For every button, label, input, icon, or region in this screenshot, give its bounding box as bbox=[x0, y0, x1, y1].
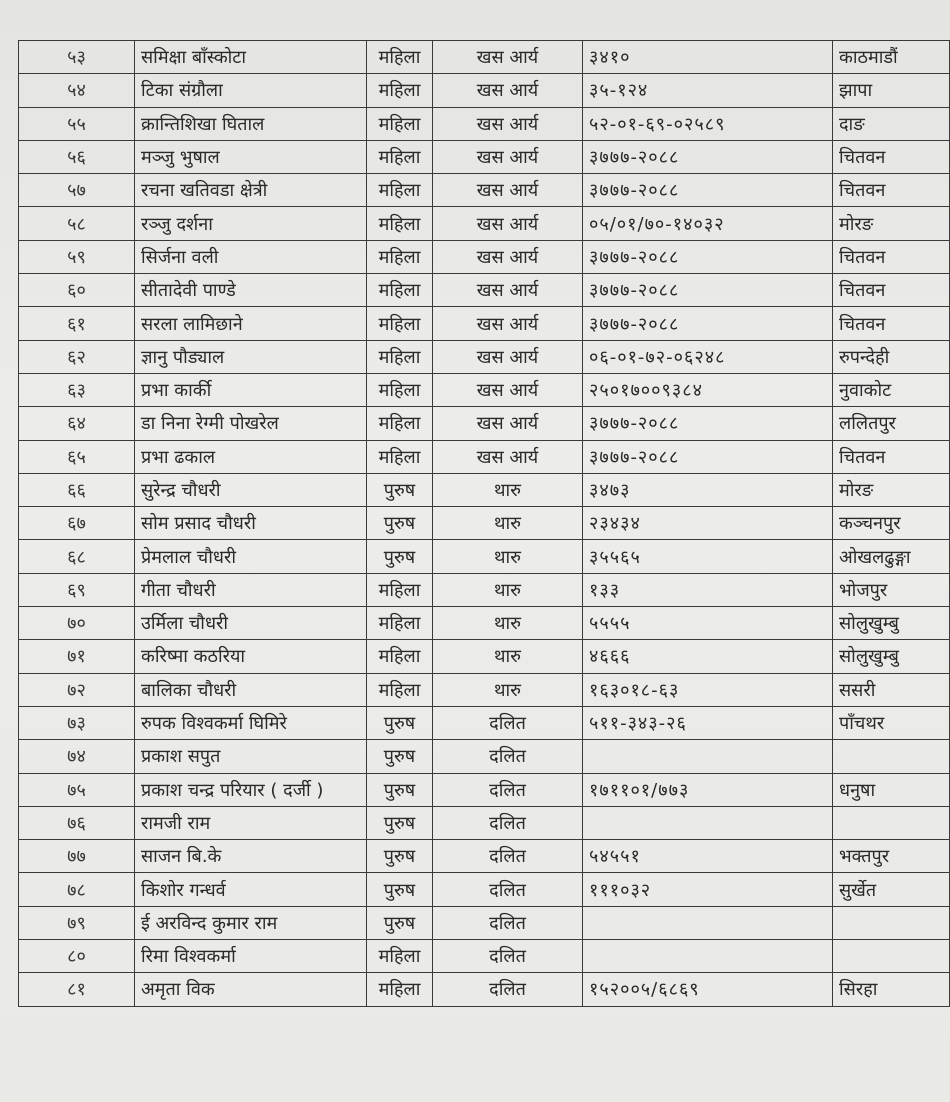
gender-cell: पुरुष bbox=[367, 507, 433, 540]
district-cell: मोरङ bbox=[833, 473, 950, 506]
table-row bbox=[19, 340, 950, 373]
member-name-cell: मञ्जु भुषाल bbox=[135, 140, 367, 173]
caste-group-cell: दलित bbox=[433, 940, 583, 973]
serial-number-cell: ८० bbox=[19, 940, 135, 973]
serial-number-cell: ७४ bbox=[19, 740, 135, 773]
member-name-cell: अमृता विक bbox=[135, 973, 367, 1006]
member-name-cell: प्रेमलाल चौधरी bbox=[135, 540, 367, 573]
district-cell: मोरङ bbox=[833, 207, 950, 240]
serial-number-cell: ६४ bbox=[19, 407, 135, 440]
gender-cell: महिला bbox=[367, 573, 433, 606]
member-name-cell: प्रकाश सपुत bbox=[135, 740, 367, 773]
district-cell: भोजपुर bbox=[833, 573, 950, 606]
certificate-number-cell: १५२००५/६८६९ bbox=[583, 973, 833, 1006]
member-name-cell: टिका संग्रौला bbox=[135, 74, 367, 107]
gender-cell: महिला bbox=[367, 607, 433, 640]
certificate-number-cell bbox=[583, 906, 833, 939]
caste-group-cell: खस आर्य bbox=[433, 107, 583, 140]
certificate-number-cell bbox=[583, 940, 833, 973]
gender-cell: पुरुष bbox=[367, 906, 433, 939]
serial-number-cell: ५३ bbox=[19, 41, 135, 74]
caste-group-cell: दलित bbox=[433, 706, 583, 739]
gender-cell: महिला bbox=[367, 74, 433, 107]
gender-cell: महिला bbox=[367, 373, 433, 406]
table-row bbox=[19, 973, 950, 1006]
serial-number-cell: ७६ bbox=[19, 806, 135, 839]
table-row bbox=[19, 706, 950, 739]
serial-number-cell: ७८ bbox=[19, 873, 135, 906]
certificate-number-cell: ३७७७-२०८८ bbox=[583, 140, 833, 173]
caste-group-cell: दलित bbox=[433, 740, 583, 773]
certificate-number-cell: ३७७७-२०८८ bbox=[583, 274, 833, 307]
member-name-cell: रुपक विश्वकर्मा घिमिरे bbox=[135, 706, 367, 739]
certificate-number-cell: ३७७७-२०८८ bbox=[583, 240, 833, 273]
certificate-number-cell: १७११०१/७७३ bbox=[583, 773, 833, 806]
district-cell: ससरी bbox=[833, 673, 950, 706]
district-cell: रुपन्देही bbox=[833, 340, 950, 373]
serial-number-cell: ६५ bbox=[19, 440, 135, 473]
gender-cell: महिला bbox=[367, 274, 433, 307]
caste-group-cell: खस आर्य bbox=[433, 207, 583, 240]
certificate-number-cell: ३५५६५ bbox=[583, 540, 833, 573]
member-name-cell: समिक्षा बाँस्कोटा bbox=[135, 41, 367, 74]
district-cell: दाङ bbox=[833, 107, 950, 140]
certificate-number-cell: ४६६६ bbox=[583, 640, 833, 673]
member-name-cell: गीता चौधरी bbox=[135, 573, 367, 606]
table-row bbox=[19, 307, 950, 340]
caste-group-cell: थारु bbox=[433, 573, 583, 606]
member-name-cell: सोम प्रसाद चौधरी bbox=[135, 507, 367, 540]
table-row bbox=[19, 107, 950, 140]
district-cell: चितवन bbox=[833, 307, 950, 340]
gender-cell: पुरुष bbox=[367, 740, 433, 773]
certificate-number-cell: ३४७३ bbox=[583, 473, 833, 506]
gender-cell: पुरुष bbox=[367, 706, 433, 739]
serial-number-cell: ६२ bbox=[19, 340, 135, 373]
serial-number-cell: ७० bbox=[19, 607, 135, 640]
district-cell: चितवन bbox=[833, 140, 950, 173]
member-name-cell: उर्मिला चौधरी bbox=[135, 607, 367, 640]
district-cell: धनुषा bbox=[833, 773, 950, 806]
caste-group-cell: खस आर्य bbox=[433, 140, 583, 173]
member-table bbox=[18, 40, 950, 1007]
gender-cell: महिला bbox=[367, 440, 433, 473]
table-row bbox=[19, 41, 950, 74]
caste-group-cell: थारु bbox=[433, 673, 583, 706]
district-cell: सिरहा bbox=[833, 973, 950, 1006]
gender-cell: महिला bbox=[367, 240, 433, 273]
caste-group-cell: थारु bbox=[433, 540, 583, 573]
gender-cell: महिला bbox=[367, 207, 433, 240]
district-cell: चितवन bbox=[833, 440, 950, 473]
member-name-cell: बालिका चौधरी bbox=[135, 673, 367, 706]
district-cell: काठमाडौं bbox=[833, 41, 950, 74]
gender-cell: पुरुष bbox=[367, 473, 433, 506]
serial-number-cell: ५५ bbox=[19, 107, 135, 140]
member-name-cell: सिर्जना वली bbox=[135, 240, 367, 273]
caste-group-cell: थारु bbox=[433, 473, 583, 506]
district-cell bbox=[833, 906, 950, 939]
serial-number-cell: ७९ bbox=[19, 906, 135, 939]
table-row bbox=[19, 873, 950, 906]
certificate-number-cell: १११०३२ bbox=[583, 873, 833, 906]
certificate-number-cell: ३७७७-२०८८ bbox=[583, 407, 833, 440]
district-cell: ओखलढुङ्गा bbox=[833, 540, 950, 573]
certificate-number-cell: २५०१७००९३८४ bbox=[583, 373, 833, 406]
certificate-number-cell: ३७७७-२०८८ bbox=[583, 174, 833, 207]
serial-number-cell: ५९ bbox=[19, 240, 135, 273]
caste-group-cell: थारु bbox=[433, 607, 583, 640]
member-name-cell: किशोर गन्धर्व bbox=[135, 873, 367, 906]
serial-number-cell: ७२ bbox=[19, 673, 135, 706]
serial-number-cell: ७७ bbox=[19, 840, 135, 873]
gender-cell: महिला bbox=[367, 673, 433, 706]
table-row bbox=[19, 473, 950, 506]
caste-group-cell: खस आर्य bbox=[433, 41, 583, 74]
serial-number-cell: ७३ bbox=[19, 706, 135, 739]
district-cell: कञ्चनपुर bbox=[833, 507, 950, 540]
table-row bbox=[19, 540, 950, 573]
caste-group-cell: खस आर्य bbox=[433, 407, 583, 440]
table-row bbox=[19, 174, 950, 207]
district-cell: ललितपुर bbox=[833, 407, 950, 440]
district-cell: चितवन bbox=[833, 274, 950, 307]
member-name-cell: ज्ञानु पौड्याल bbox=[135, 340, 367, 373]
district-cell: पाँचथर bbox=[833, 706, 950, 739]
serial-number-cell: ५८ bbox=[19, 207, 135, 240]
district-cell: झापा bbox=[833, 74, 950, 107]
caste-group-cell: खस आर्य bbox=[433, 274, 583, 307]
gender-cell: पुरुष bbox=[367, 806, 433, 839]
gender-cell: पुरुष bbox=[367, 773, 433, 806]
caste-group-cell: खस आर्य bbox=[433, 74, 583, 107]
certificate-number-cell: १६३०१८-६३ bbox=[583, 673, 833, 706]
certificate-number-cell: ५४५५१ bbox=[583, 840, 833, 873]
table-body bbox=[19, 41, 950, 1007]
member-name-cell: सीतादेवी पाण्डे bbox=[135, 274, 367, 307]
table-row bbox=[19, 207, 950, 240]
member-name-cell: प्रकाश चन्द्र परियार ( दर्जी ) bbox=[135, 773, 367, 806]
caste-group-cell: खस आर्य bbox=[433, 240, 583, 273]
district-cell bbox=[833, 806, 950, 839]
serial-number-cell: ६६ bbox=[19, 473, 135, 506]
caste-group-cell: दलित bbox=[433, 906, 583, 939]
caste-group-cell: दलित bbox=[433, 840, 583, 873]
gender-cell: महिला bbox=[367, 973, 433, 1006]
table-row bbox=[19, 240, 950, 273]
certificate-number-cell: ३७७७-२०८८ bbox=[583, 440, 833, 473]
gender-cell: महिला bbox=[367, 107, 433, 140]
gender-cell: महिला bbox=[367, 407, 433, 440]
member-name-cell: रिमा विश्वकर्मा bbox=[135, 940, 367, 973]
certificate-number-cell: ५२-०१-६९-०२५८९ bbox=[583, 107, 833, 140]
table-row bbox=[19, 440, 950, 473]
table-row bbox=[19, 806, 950, 839]
certificate-number-cell: ५११-३४३-२६ bbox=[583, 706, 833, 739]
district-cell: सोलुखुम्बु bbox=[833, 640, 950, 673]
member-name-cell: सुरेन्द्र चौधरी bbox=[135, 473, 367, 506]
caste-group-cell: दलित bbox=[433, 873, 583, 906]
district-cell: चितवन bbox=[833, 174, 950, 207]
member-name-cell: प्रभा ढकाल bbox=[135, 440, 367, 473]
caste-group-cell: खस आर्य bbox=[433, 174, 583, 207]
table-row bbox=[19, 507, 950, 540]
caste-group-cell: दलित bbox=[433, 806, 583, 839]
certificate-number-cell: १३३ bbox=[583, 573, 833, 606]
serial-number-cell: ८१ bbox=[19, 973, 135, 1006]
serial-number-cell: ७१ bbox=[19, 640, 135, 673]
certificate-number-cell: ३५-१२४ bbox=[583, 74, 833, 107]
gender-cell: महिला bbox=[367, 41, 433, 74]
certificate-number-cell bbox=[583, 740, 833, 773]
table-row bbox=[19, 906, 950, 939]
table-row bbox=[19, 274, 950, 307]
certificate-number-cell: ३७७७-२०८८ bbox=[583, 307, 833, 340]
district-cell: सोलुखुम्बु bbox=[833, 607, 950, 640]
certificate-number-cell: ०६-०१-७२-०६२४८ bbox=[583, 340, 833, 373]
gender-cell: महिला bbox=[367, 140, 433, 173]
gender-cell: पुरुष bbox=[367, 873, 433, 906]
caste-group-cell: दलित bbox=[433, 773, 583, 806]
caste-group-cell: खस आर्य bbox=[433, 440, 583, 473]
certificate-number-cell: ०५/०१/७०-१४०३२ bbox=[583, 207, 833, 240]
caste-group-cell: खस आर्य bbox=[433, 340, 583, 373]
gender-cell: महिला bbox=[367, 940, 433, 973]
member-name-cell: रामजी राम bbox=[135, 806, 367, 839]
district-cell bbox=[833, 740, 950, 773]
gender-cell: महिला bbox=[367, 340, 433, 373]
table-row bbox=[19, 607, 950, 640]
caste-group-cell: खस आर्य bbox=[433, 373, 583, 406]
table-row bbox=[19, 573, 950, 606]
table-row bbox=[19, 373, 950, 406]
member-name-cell: क्रान्तिशिखा घिताल bbox=[135, 107, 367, 140]
member-name-cell: प्रभा कार्की bbox=[135, 373, 367, 406]
caste-group-cell: खस आर्य bbox=[433, 307, 583, 340]
serial-number-cell: ६९ bbox=[19, 573, 135, 606]
member-name-cell: साजन बि.के bbox=[135, 840, 367, 873]
member-name-cell: सरला लामिछाने bbox=[135, 307, 367, 340]
caste-group-cell: थारु bbox=[433, 640, 583, 673]
serial-number-cell: ५६ bbox=[19, 140, 135, 173]
serial-number-cell: ६८ bbox=[19, 540, 135, 573]
table-row bbox=[19, 740, 950, 773]
member-name-cell: डा निना रेग्मी पोखरेल bbox=[135, 407, 367, 440]
caste-group-cell: दलित bbox=[433, 973, 583, 1006]
gender-cell: महिला bbox=[367, 307, 433, 340]
serial-number-cell: ६१ bbox=[19, 307, 135, 340]
certificate-number-cell: २३४३४ bbox=[583, 507, 833, 540]
certificate-number-cell: ३४१० bbox=[583, 41, 833, 74]
certificate-number-cell bbox=[583, 806, 833, 839]
serial-number-cell: ६७ bbox=[19, 507, 135, 540]
certificate-number-cell: ५५५५ bbox=[583, 607, 833, 640]
gender-cell: पुरुष bbox=[367, 540, 433, 573]
serial-number-cell: ७५ bbox=[19, 773, 135, 806]
member-name-cell: रञ्जु दर्शना bbox=[135, 207, 367, 240]
table-row bbox=[19, 940, 950, 973]
district-cell: चितवन bbox=[833, 240, 950, 273]
gender-cell: महिला bbox=[367, 174, 433, 207]
table-row bbox=[19, 407, 950, 440]
table-row bbox=[19, 640, 950, 673]
serial-number-cell: ६० bbox=[19, 274, 135, 307]
district-cell: नुवाकोट bbox=[833, 373, 950, 406]
table-row bbox=[19, 673, 950, 706]
district-cell: भक्तपुर bbox=[833, 840, 950, 873]
gender-cell: महिला bbox=[367, 640, 433, 673]
district-cell bbox=[833, 940, 950, 973]
serial-number-cell: ५७ bbox=[19, 174, 135, 207]
member-name-cell: रचना खतिवडा क्षेत्री bbox=[135, 174, 367, 207]
table-row bbox=[19, 140, 950, 173]
member-name-cell: ई अरविन्द कुमार राम bbox=[135, 906, 367, 939]
member-name-cell: करिष्मा कठरिया bbox=[135, 640, 367, 673]
district-cell: सुर्खेत bbox=[833, 873, 950, 906]
table-row bbox=[19, 773, 950, 806]
table-row bbox=[19, 840, 950, 873]
gender-cell: पुरुष bbox=[367, 840, 433, 873]
caste-group-cell: थारु bbox=[433, 507, 583, 540]
serial-number-cell: ५४ bbox=[19, 74, 135, 107]
serial-number-cell: ६३ bbox=[19, 373, 135, 406]
table-row bbox=[19, 74, 950, 107]
